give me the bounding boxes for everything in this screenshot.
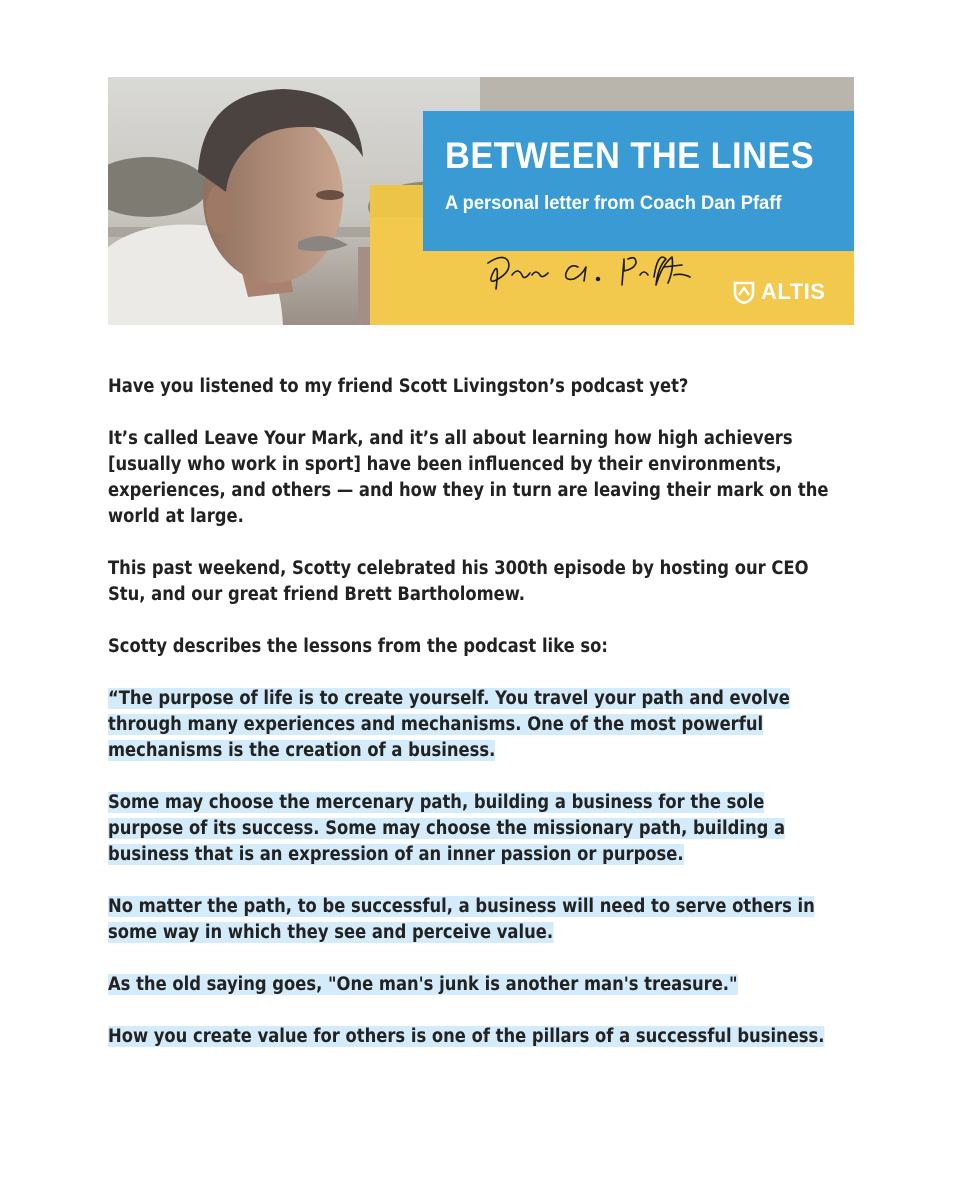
altis-logo	[733, 277, 825, 307]
text-line-content: business that is an expression of an inner passion or purpose.	[108, 844, 684, 865]
text-line-content: How you create value for others is one of the pillars of a successful business.	[108, 1026, 825, 1047]
text-line-content: mechanisms is the creation of a business.	[108, 740, 496, 761]
paragraph	[108, 634, 868, 660]
header-banner	[108, 77, 854, 325]
text-line	[108, 712, 792, 738]
text-line	[108, 634, 792, 660]
letter-body	[108, 374, 868, 1076]
altis-logo-text: ALTIS	[761, 279, 826, 304]
text-line	[108, 452, 792, 478]
text-line-content: some way in which they see and perceive value.	[108, 922, 554, 943]
text-line-content: purpose of its success. Some may choose the missionary path, building a	[108, 818, 786, 839]
text-line-content: [usually who work in sport] have been influenced by their environments,	[108, 454, 782, 475]
text-line-content: Scotty describes the lessons from the podcast like so:	[108, 636, 608, 657]
quoted-paragraph	[108, 1024, 868, 1050]
banner-title: BETWEEN THE LINES	[445, 135, 815, 176]
text-line	[108, 972, 792, 998]
text-line	[108, 504, 792, 530]
banner-subtitle: A personal letter from Coach Dan Pfaff	[445, 192, 782, 214]
quoted-paragraph	[108, 972, 868, 998]
text-line	[108, 842, 792, 868]
text-line-content: As the old saying goes, "One man's junk is another man's treasure."	[108, 974, 738, 995]
text-line-content: world at large.	[108, 506, 244, 527]
quoted-paragraph	[108, 686, 868, 764]
paragraph	[108, 426, 868, 530]
text-line	[108, 426, 792, 452]
altis-shield-icon	[733, 280, 755, 304]
text-line	[108, 1024, 825, 1050]
text-line	[108, 738, 792, 764]
text-line	[108, 686, 792, 712]
text-line	[108, 374, 792, 400]
text-line-content: This past weekend, Scotty celebrated his 300th episode by hosting our CEO	[108, 558, 809, 579]
text-line	[108, 920, 792, 946]
text-line	[108, 582, 792, 608]
text-line-content: through many experiences and mechanisms. One of the most powerful	[108, 714, 764, 735]
paragraph	[108, 556, 868, 608]
text-line	[108, 556, 809, 582]
text-line-content: No matter the path, to be successful, a business will need to serve others in	[108, 896, 815, 917]
signature-image	[478, 245, 708, 295]
text-line-content: Stu, and our great friend Brett Bartholomew.	[108, 584, 526, 605]
text-line	[108, 816, 792, 842]
quoted-paragraph	[108, 894, 868, 946]
paragraph	[108, 374, 868, 400]
text-line-content: experiences, and others — and how they in turn are leaving their mark on the	[108, 480, 829, 501]
text-line-content: “The purpose of life is to create yourself. You travel your path and evolve	[108, 688, 790, 709]
text-line-content: Some may choose the mercenary path, building a business for the sole	[108, 792, 765, 813]
text-line-content: It’s called Leave Your Mark, and it’s all about learning how high achievers	[108, 428, 793, 449]
text-line	[108, 894, 815, 920]
text-line-content: Have you listened to my friend Scott Livingston’s podcast yet?	[108, 376, 689, 397]
text-line	[108, 478, 829, 504]
quoted-paragraph	[108, 790, 868, 868]
blue-title-panel	[423, 111, 854, 251]
text-line	[108, 790, 792, 816]
